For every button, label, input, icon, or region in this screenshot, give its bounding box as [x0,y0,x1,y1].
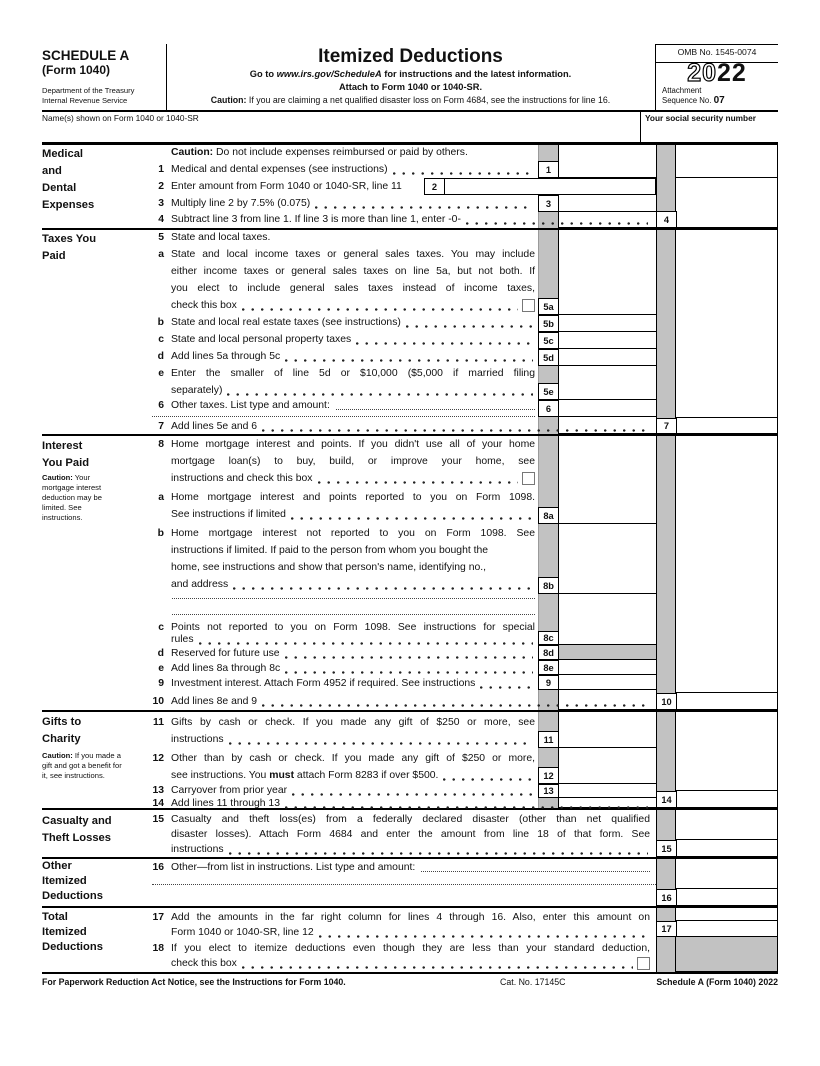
line-8d: d Reserved for future use [140,647,535,661]
dot-leaders [319,935,648,938]
line-5: 5 State and local taxes. [158,232,271,243]
line-16-write-line-2[interactable] [152,884,656,885]
column-spacer [676,906,777,921]
omb-number: OMB No. 1545-0074 [677,47,757,57]
line-9-amount-field[interactable] [559,675,656,690]
line-14: 14 Add lines 11 through 13 [140,797,650,811]
dot-leaders [406,325,533,328]
form-number: (Form 1040) [42,63,111,77]
line-6-write-line-2[interactable] [152,416,535,417]
line-1: 1 Medical and dental expenses (see instructions) [140,163,535,177]
name-label: Name(s) shown on Form 1040 or 1040-SR [42,113,199,123]
dot-leaders [291,517,533,520]
line-11-amount-field[interactable] [559,710,656,748]
section-label-taxes: Taxes You Paid [42,233,97,262]
line-17-cont: Form 1040 or 1040-SR, line 12 [140,926,650,940]
column-spacer [676,142,777,178]
line-10: 10 Add lines 8e and 9 [140,695,650,709]
line-13: 13 Carryover from prior year [140,784,535,798]
dot-leaders [285,806,648,809]
goto-instruction: Go to www.irs.gov/ScheduleA for instructions and the latest information. [249,69,572,79]
irs-url: www.irs.gov/ScheduleA [276,69,382,79]
line-8b-address-write-line-1[interactable] [172,598,535,599]
column-spacer [676,710,777,791]
line-18-itemize-anyway-checkbox[interactable] [637,957,650,970]
agency-names: Department of the Treasury Internal Revenue Service [42,86,135,105]
line-5c-amount-field[interactable] [559,332,656,349]
form-title: Itemized Deductions [318,46,503,67]
line-5d: d Add lines 5a through 5c [140,350,535,364]
line-2-amount-field[interactable] [444,178,656,195]
medical-caution: Caution: Do not include expenses reimbursed or paid by others. [171,147,468,158]
section-label-other: Other Itemized Deductions [42,860,103,902]
gifts-caution-note: Caution: If you made a gift and got a benefit for it, see instructions. [42,751,124,780]
line-9-number-box: 9 [538,675,559,690]
dot-leaders [443,778,533,781]
line-2: 2 Enter amount from Form 1040 or 1040-SR, line 11 [158,181,402,192]
line-5b-number-box: 5b [538,315,559,332]
line-5a-number-box: 5a [538,298,559,315]
line-8a-amount-field[interactable] [559,434,656,524]
line-8b-number-box: 8b [538,577,559,594]
line-14-amount-field[interactable] [676,791,777,808]
line-2-number-box: 2 [424,178,445,195]
line-3: 3 Multiply line 2 by 7.5% (0.075) [140,197,535,211]
line-12-number-box: 12 [538,767,559,784]
form-identity-block [42,48,162,105]
schedule-name: SCHEDULE A [42,48,130,63]
line-12-cont: see instructions. You must attach Form 8283 if over $500. [140,769,535,783]
line-7: 7 Add lines 5e and 6 [140,420,650,434]
line-8d-number-box: 8d [538,645,559,660]
section-rule-other-total [42,906,778,908]
line-8b-cont: and address [140,578,535,592]
form-title-block [168,46,653,106]
line-5a-cont: check this box [140,299,535,313]
line-6-amount-field[interactable] [559,400,656,417]
line-5a-amount-field[interactable] [559,228,656,315]
section-rule-taxes-interest [42,434,778,436]
line-5d-number-box: 5d [538,349,559,366]
section-label-interest: Interest You Paid [42,440,90,469]
line-5b: b State and local real estate taxes (see instructions) [140,316,535,330]
line-8-mortgage-checkbox[interactable] [522,472,535,485]
line-8c-cont: rules [140,633,535,647]
dot-leaders [229,852,648,855]
line-12: 12 Other than by cash or check. If you made any gift of $250 or more, [152,753,535,764]
attach-instruction: Attach to Form 1040 or 1040-SR. [338,82,483,92]
dot-leaders [393,172,533,175]
line-17-amount-field[interactable] [676,921,777,937]
section-rule-medical-taxes [42,228,778,230]
line-8b-cont: instructions if limited. If paid to the person from whom you bought the [171,545,489,556]
right-amount-column [676,142,778,972]
line-15-cont: disaster losses). Attach Form 4684 and enter the amount from line 18 of that form. See [171,829,650,840]
ssn-divider [640,110,641,142]
line-17: 17 Add the amounts in the far right column for lines 4 through 16. Also, enter this amount on [152,912,650,923]
dot-leaders [480,686,533,689]
line-18-cont: check this box [140,957,650,971]
line-8-cont: instructions and check this box [140,472,535,486]
dot-leaders [227,393,533,396]
line-18: 18 If you elect to itemize deductions even though they are less than your standard deduction, [152,943,650,954]
line-3-number-box: 3 [538,195,559,212]
line-16-number-box: 16 [656,889,677,906]
line-12-amount-field[interactable] [559,748,656,784]
line-7-amount-field[interactable] [676,418,777,434]
line-15-cont: instructions [140,843,650,857]
line-15-number-box: 15 [656,840,677,857]
line-18-shaded-area [676,937,777,972]
line-11-number-box: 11 [538,731,559,748]
line-3-amount-field[interactable] [559,195,656,212]
line-15: 15 Casualty and theft loss(es) from a federally declared disaster (other than net qualified [152,814,650,825]
dot-leaders [262,704,648,707]
form-id-footer: Schedule A (Form 1040) 2022 [656,977,778,987]
line-8: 8 Home mortgage interest and points. If you didn't use all of your home [158,439,535,450]
line-16-amount-field[interactable] [676,889,777,906]
line-9: 9 Investment interest. Attach Form 4952 if required. See instructions [140,677,535,691]
column-spacer [676,228,777,418]
name-field[interactable] [42,122,637,140]
line-1-amount-field[interactable] [559,142,656,178]
line-7-number-box: 7 [656,418,677,434]
column-spacer [676,808,777,840]
line-11-cont: instructions [140,733,535,747]
dot-leaders [242,308,518,311]
line-11: 11 Gifts by cash or check. If you made any gift of $250 or more, see [153,717,535,728]
line-17-number-box: 17 [656,921,677,937]
line-8c: c Points not reported to you on Form 1098. See instructions for special [158,622,535,633]
dot-leaders [315,206,533,209]
line-5a-general-sales-tax-checkbox[interactable] [522,299,535,312]
body-top-rule [42,142,778,145]
dot-leaders [229,742,533,745]
dot-leaders [262,429,648,432]
line-5e-number-box: 5e [538,383,559,400]
line-8e: e Add lines 8a through 8c [140,662,535,676]
dot-leaders [233,587,533,590]
line-8b-amount-field[interactable] [559,524,656,594]
dot-leaders [285,359,533,362]
line-13-number-box: 13 [538,784,559,798]
line-6: 6 Other taxes. List type and amount: [140,399,535,413]
line-8-cont: mortgage loan(s) to buy, build, or improve your home, see [171,456,535,467]
line-8b: b Home mortgage interest not reported to you on Form 1098. See [157,528,535,539]
line-5c: c State and local personal property taxes [140,333,535,347]
line-15-amount-field[interactable] [676,840,777,857]
body-bottom-rule [42,972,778,974]
line-4-amount-field[interactable] [676,178,777,228]
line-8e-number-box: 8e [538,660,559,675]
line-6-number-box: 6 [538,400,559,417]
line-1-number-box: 1 [538,161,559,178]
header-bottom-rule [42,110,778,112]
column-spacer [676,857,777,889]
ssn-field[interactable] [642,122,778,140]
line-5a-cont: you elect to include general sales taxes instead of income taxes, [171,283,535,294]
catalog-number: Cat. No. 17145C [500,977,566,987]
section-label-total: Total Itemized Deductions [42,911,103,953]
line-5a: a State and local income taxes or general sales taxes. You may include [158,249,535,260]
line-14-number-box: 14 [656,791,677,808]
dot-leaders [285,671,533,674]
line-16-type-write-line[interactable] [421,871,650,872]
line-8a-number-box: 8a [538,507,559,524]
line-10-amount-field[interactable] [676,693,777,710]
dot-leaders [285,656,533,659]
dot-leaders [466,222,648,225]
line-6-type-write-line[interactable] [336,409,535,410]
section-rule-casualty-other [42,857,778,859]
line-5b-amount-field[interactable] [559,315,656,332]
line-5e: e Enter the smaller of line 5d or $10,000 ($5,000 if married filing [158,368,535,379]
line-5e-cont: separately) [140,384,535,398]
section-label-medical: Medical and Dental Expenses [42,148,95,211]
tax-year: 2022 [687,59,747,87]
dot-leaders [199,642,533,645]
dot-leaders [356,342,533,345]
paperwork-notice: For Paperwork Reduction Act Notice, see the Instructions for Form 1040. [42,977,346,987]
line-4: 4 Subtract line 3 from line 1. If line 3 is more than line 1, enter -0- [140,213,650,227]
line-16: 16 Other—from list in instructions. List type and amount: [140,861,650,875]
line-4-number-box: 4 [656,211,677,228]
ssn-label: Your social security number [645,113,756,123]
line-5a-cont: either income taxes or general sales taxes on line 5a, but not both. If [171,266,535,277]
line-10-number-box: 10 [656,693,677,710]
line-5c-number-box: 5c [538,332,559,349]
line-8d-reserved-area [559,645,656,660]
dot-leaders [242,966,633,969]
line-8a: a Home mortgage interest and points reported to you on Form 1098. [158,492,535,503]
section-rule-interest-gifts [42,710,778,712]
interest-caution-note: Caution: Your mortgage interest deduction may be limited. See instructions. [42,473,105,522]
header-divider-left [166,44,167,110]
line-8a-cont: See instructions if limited [140,508,535,522]
line-13-amount-field[interactable] [559,784,656,798]
line-8c-number-box: 8c [538,631,559,645]
omb-block [656,44,778,105]
line-8c-amount-field[interactable] [559,594,656,645]
line-8b-address-write-line-2[interactable] [172,614,535,615]
line-5e-amount-field[interactable] [559,366,656,400]
dot-leaders [292,793,533,796]
header-caution: Caution: If you are claiming a net qualified disaster loss on Form 4684, see the instructions for line 16. [210,95,611,105]
section-label-gifts: Gifts to Charity [42,716,82,745]
attachment-sequence: Attachment Sequence No. 07 [662,86,725,106]
section-label-casualty: Casualty and Theft Losses [42,815,112,844]
dot-leaders [318,481,518,484]
column-spacer [676,434,777,693]
line-5d-amount-field[interactable] [559,349,656,366]
line-8e-amount-field[interactable] [559,660,656,675]
line-8b-cont: home, see instructions and show that person's name, identifying no., [171,562,487,573]
